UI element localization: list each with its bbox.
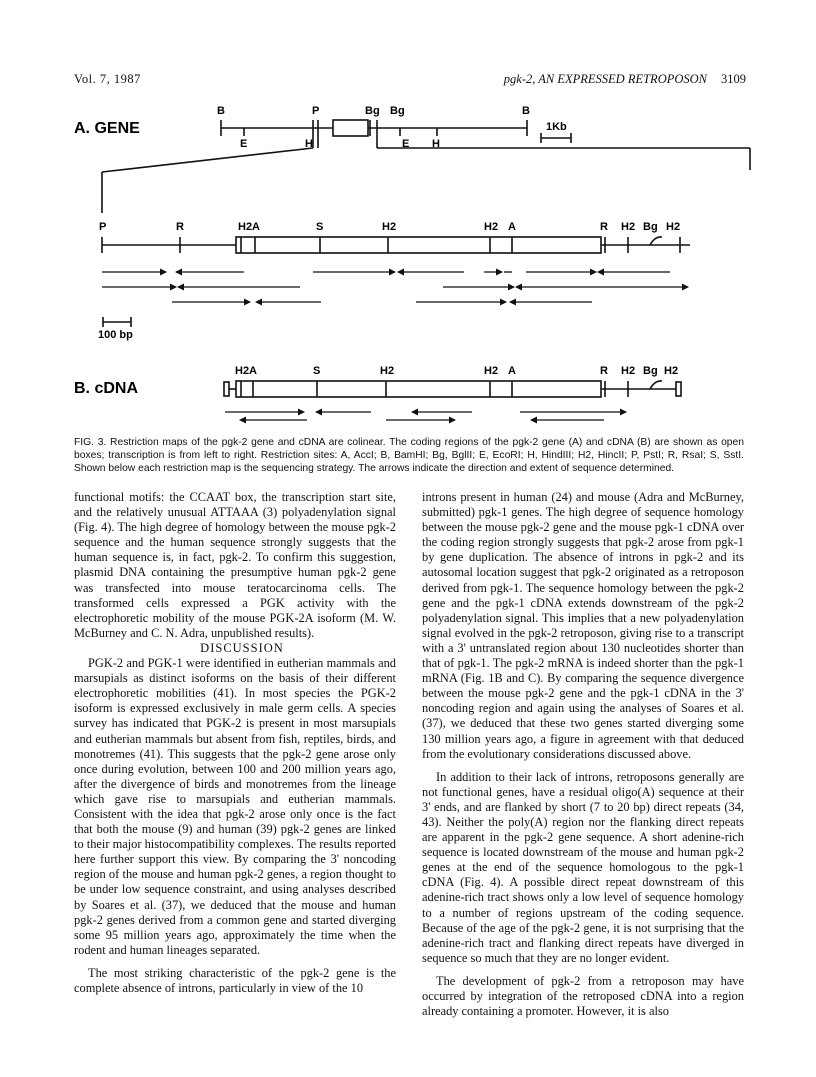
- site-label: H2: [621, 365, 636, 377]
- panel-a-label: A. GENE: [74, 120, 140, 137]
- site-label: H: [432, 138, 440, 150]
- journal-volume: Vol. 7, 1987: [74, 72, 141, 86]
- gene-detail-map: [102, 237, 690, 253]
- site-label: B: [522, 105, 530, 117]
- sequencing-arrows-gene: [102, 272, 688, 302]
- paragraph: PGK-2 and PGK-1 were identified in eutherian mammals and marsupials as distinct isoforms on the basis of their different electrophoretic mobilities (41). In most species the PGK-2 isoform is expressed exclusively in male germ cells. A species survey has indicated that PGK-2 is present in most marsupials and eutherian mammals but absent from fish, reptiles, birds, and monotremes (41). This suggests that the pgk-2 gene arose only once during evolution, between 100 and 200 million years ago, after the divergence of birds and monotremes from the lineage which gave rise to marsupials and eutherian mammals. Consistent with the idea that pgk-2 arose only once is the fact that both the mouse (9) and human (39) pgk-2 genes are linked to their major histocompatibility complexes. The results reported here further support this view. By comparing the 3' noncoding region of the mouse and human pgk-2 genes, a region thought to be under low sequence constraint, and using analyses described by Soares et al. (37), we deduced that the mouse and human pgk-2 genes derived from a common gene and started diverging some 95 million years ago, approximately the time when the rodent and human lineages separated.: [74, 656, 396, 957]
- paragraph: introns present in human (24) and mouse (Adra and McBurney, submitted) pgk-1 genes. The high degree of sequence homology between the mouse pgk-2 gene and the mouse pgk-1 cDNA over the coding region strongly suggests that pgk-2 arose from pgk-1 by gene duplication. The absence of introns in pgk-2 and its autosomal location suggest that pgk-2 originated as a retroposon derived from pgk-1. The sequence homology between the pgk-2 gene and the pgk-1 cDNA extends downstream of the pgk-2 polyadenylation signal. This implies that a new polyadenylation signal evolved in the pgk-2 retroposon, giving rise to a transcript with a 3' untranslated region about 130 nucleotides shorter than that of pgk-1. The pgk-2 mRNA is indeed shorter than the pgk-1 mRNA (Fig. 1B and C). By comparing the sequence divergence between the mouse pgk-2 gene and the pgk-1 cDNA in the 3' noncoding region and again using the analyses of Soares et al. (37), we deduced that these two genes started diverging some 130 million years ago, a figure in agreement with that deduced from the evolutionary considerations discussed above.: [422, 490, 744, 761]
- site-label: H2: [382, 221, 397, 233]
- site-label: P: [99, 221, 107, 233]
- site-label: Bg: [643, 365, 658, 377]
- scale-1kb-label: 1Kb: [546, 121, 567, 133]
- scale-bar-1kb: [541, 133, 571, 143]
- right-column: [422, 490, 744, 1019]
- site-label: R: [600, 365, 608, 377]
- site-label: H2: [380, 365, 395, 377]
- site-label: H2: [664, 365, 679, 377]
- site-label: A: [508, 221, 516, 233]
- paragraph: functional motifs: the CCAAT box, the transcription start site, and the relatively unusual ATTAAA (3) polyadenylation signal (Fig. 4). The high degree of homology between the mouse pgk-2 sequence and the human sequence strongly suggests that the human sequence is, in fact, pgk-2. To confirm this suggestion, plasmid DNA containing the presumptive human pgk-2 gene was transfected into mouse teratocarcinoma cells. The transformed cells expressed a PGK activity with the electrophoretic mobility of the mouse PGK-2A isoform (M. W. McBurney and C. N. Adra, unpublished results).: [74, 490, 396, 640]
- section-heading: DISCUSSION: [200, 640, 284, 655]
- sequencing-arrows-cdna: [225, 412, 626, 420]
- site-label: P: [312, 105, 320, 117]
- site-label: A: [508, 365, 516, 377]
- site-label: Bg: [643, 221, 658, 233]
- site-label: H2: [484, 221, 499, 233]
- site-label: B: [217, 105, 225, 117]
- site-label: H2A: [235, 365, 258, 377]
- left-column: [74, 490, 396, 996]
- site-label: R: [176, 221, 184, 233]
- site-label: H2: [621, 221, 636, 233]
- site-label: H2A: [238, 221, 261, 233]
- running-title-text: pgk-2, AN EXPRESSED RETROPOSON: [503, 72, 707, 86]
- cdna-map: [224, 381, 681, 397]
- paragraph: The development of pgk-2 from a retroposon may have occurred by integration of the retroposed cDNA into a region already containing a promoter. However, it is also: [422, 973, 744, 1019]
- site-label: S: [316, 221, 324, 233]
- page-number: 3109: [721, 72, 746, 86]
- scale-100bp-label: 100 bp: [98, 329, 133, 341]
- site-label: E: [402, 138, 410, 150]
- figure-caption: FIG. 3. Restriction maps of the pgk-2 gene and cDNA are colinear. The coding regions of the pgk-2 gene (A) and cDNA (B) are shown as open boxes; transcription is from left to right. Restriction sites: A, AccI; B, BamHI; Bg, BglII; E, EcoRI; H, HindIII; H2, HincII; P, PstI; R, RsaI; S, SstI. Shown below each restriction map is the sequencing strategy. The arrows indicate the direction and extent of sequence determined.: [74, 437, 744, 475]
- site-label: Bg: [365, 105, 380, 117]
- paragraph: The most striking characteristic of the pgk-2 gene is the complete absence of introns, particularly in view of the 10: [74, 965, 396, 995]
- gene-map: [102, 120, 750, 213]
- site-label: S: [313, 365, 321, 377]
- site-label: H2: [484, 365, 499, 377]
- panel-b-label: B. cDNA: [74, 380, 139, 397]
- site-label: Bg: [390, 105, 405, 117]
- paragraph: In addition to their lack of introns, retroposons generally are not functional genes, have a residual oligo(A) sequence at their 3' ends, and are flanked by short (7 to 20 bp) direct repeats (34, 43). Neither the poly(A) region nor the flanking direct repeats are apparent in the pgk-2 gene sequence. A short adenine-rich sequence is located downstream of the mouse and human pgk-2 genes at the end of the sequence homologous to the pgk-1 cDNA (Fig. 4). A possible direct repeat downstream of this adenine-rich tract shows only a low level of sequence homology to a number of regions upstream of the coding sequence. Because of the age of the pgk-2 gene, it is not surprising that the adenine-rich tract and flanking direct repeats have diverged in sequence so much that they are no longer evident.: [422, 769, 744, 965]
- scale-bar-100bp: [103, 317, 131, 327]
- restriction-map-figure: [0, 90, 816, 430]
- site-label: E: [240, 138, 248, 150]
- running-title: [504, 72, 746, 87]
- site-label: H: [305, 138, 313, 150]
- site-label: R: [600, 221, 608, 233]
- site-label: H2: [666, 221, 681, 233]
